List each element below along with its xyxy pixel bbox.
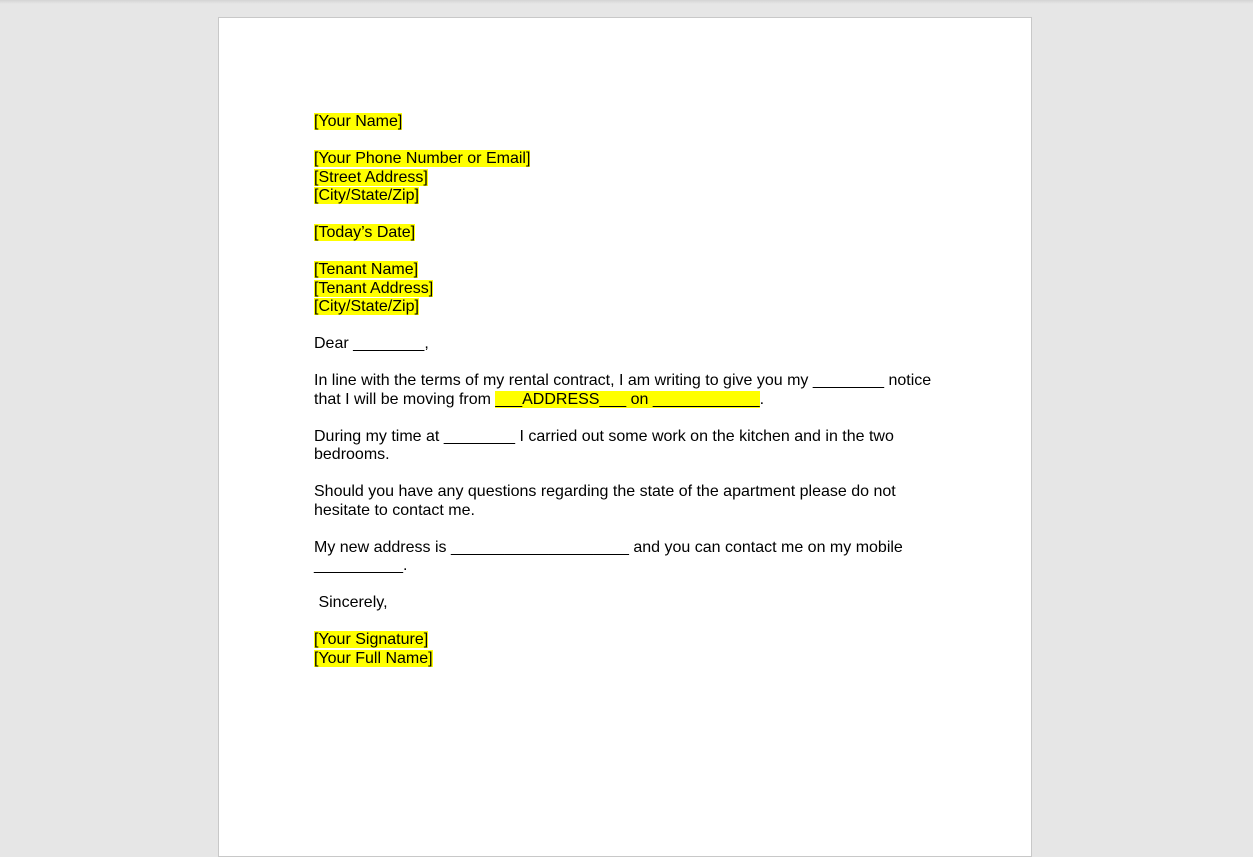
salutation: Dear ________, <box>314 335 429 352</box>
letter-body <box>314 113 944 668</box>
paragraph-notice-text: In line with the terms of my rental contract, I am writing to give you my ________ notice that I will be moving from <box>314 372 932 408</box>
sender-block-name <box>314 113 944 132</box>
sender-city-state-zip: [City/State/Zip] <box>314 187 419 204</box>
paragraph-new-address: My new address is ____________________ and you can contact me on my mobile __________. <box>314 538 903 574</box>
sender-name: [Your Name] <box>314 113 403 130</box>
paragraph-questions: Should you have any questions regarding the state of the apartment please do not hesitate to contact me. <box>314 483 896 519</box>
recipient-city-state-zip: [City/State/Zip] <box>314 298 419 315</box>
letter-date: [Today’s Date] <box>314 224 416 241</box>
document-page[interactable] <box>218 17 1032 857</box>
closing: Sincerely, <box>314 594 388 611</box>
paragraph-work: During my time at ________ I carried out some work on the kitchen and in the two bedrooms. <box>314 427 894 463</box>
sender-phone-email: [Your Phone Number or Email] <box>314 150 531 167</box>
paragraph-notice <box>314 372 944 409</box>
recipient-address: [Tenant Address] <box>314 279 434 297</box>
address-date-highlight: ___ADDRESS___ on ____________ <box>495 390 760 408</box>
paragraph-notice-end: . <box>759 390 765 408</box>
sender-street: [Street Address] <box>314 168 428 186</box>
full-name: [Your Full Name] <box>314 649 433 667</box>
recipient-name: [Tenant Name] <box>314 261 419 278</box>
signature: [Your Signature] <box>314 631 429 648</box>
toolbar-shadow <box>0 0 1253 4</box>
